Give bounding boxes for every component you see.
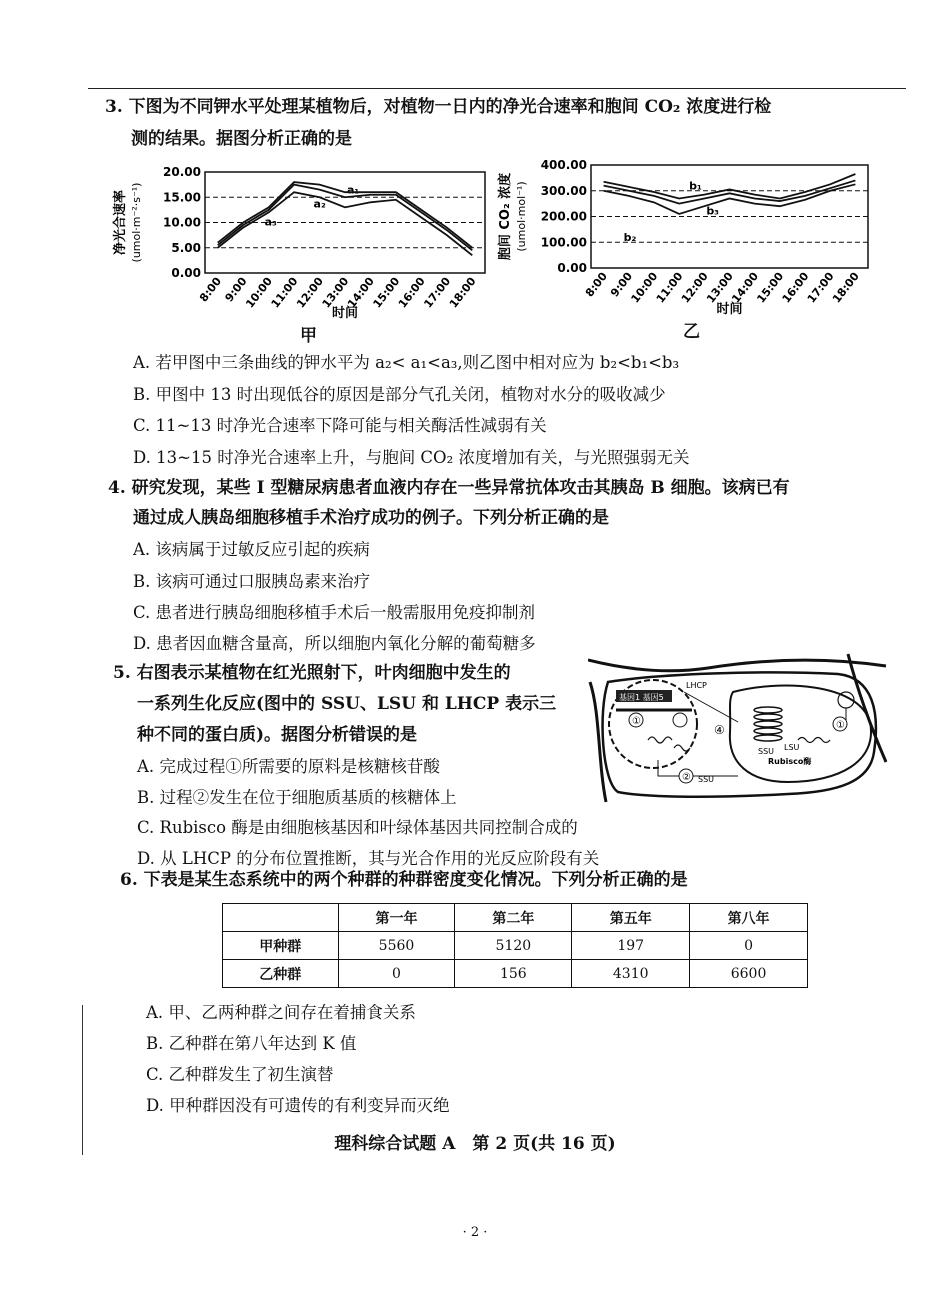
q6-option-d: D. 甲种群因没有可遗传的有利变异而灭绝 [146, 1096, 450, 1115]
q3-option-c: C. 11~13 时净光合速率下降可能与相关酶活性减弱有关 [133, 416, 547, 435]
series-line [218, 182, 473, 248]
y-tick-label: 5.00 [171, 240, 201, 255]
q4-stem-line1: 4. 研究发现，某些 I 型糖尿病患者血液内存在一些异常抗体攻击其胰岛 B 细胞。该病已有 [108, 478, 790, 498]
table-header-row [223, 904, 808, 932]
q6-option-a: A. 甲、乙两种群之间存在着捕食关系 [146, 1003, 416, 1022]
table-cell: 甲种群 [223, 932, 339, 960]
table-cell: 4310 [572, 960, 690, 988]
x-tick-label: 10:00 [628, 269, 661, 306]
x-tick-label: 11:00 [268, 274, 301, 311]
x-axis-label: 时间 [716, 302, 743, 317]
x-tick-label: 8:00 [582, 269, 610, 300]
chart-jia-caption: 甲 [300, 326, 317, 346]
table-row [223, 932, 808, 960]
x-tick-label: 13:00 [319, 274, 352, 311]
x-tick-label: 12:00 [678, 269, 711, 306]
q3-option-a: A. 若甲图中三条曲线的钾水平为 a₂< a₁<a₃,则乙图中相对应为 b₂<b₁<b₃ [133, 353, 680, 372]
x-axis-label: 时间 [331, 306, 359, 321]
q4-option-a: A. 该病属于过敏反应引起的疾病 [133, 540, 370, 559]
x-tick-label: 12:00 [294, 274, 326, 311]
y-tick-label: 15.00 [163, 190, 201, 205]
y-tick-label: 10.00 [163, 215, 201, 230]
table-row [223, 960, 808, 988]
table-cell: 5560 [338, 932, 455, 960]
table-cell: 5120 [455, 932, 572, 960]
series-label: b₁ [689, 179, 702, 193]
rubisco-label: Rubisco酶 [768, 757, 812, 766]
table-cell: 乙种群 [223, 960, 339, 988]
series-label: a₁ [347, 183, 360, 197]
q4-option-b: B. 该病可通过口服胰岛素来治疗 [133, 572, 371, 591]
x-tick-label: 13:00 [704, 269, 736, 306]
x-tick-label: 8:00 [196, 274, 225, 305]
chart-yi [495, 155, 890, 345]
q3-option-b: B. 甲图中 13 时出现低谷的原因是部分气孔关闭，植物对水分的吸收减少 [133, 385, 666, 404]
lsu-label: LSU [784, 743, 800, 752]
table-cell: 156 [455, 960, 572, 988]
q3-stem-line1: 3. 下图为不同钾水平处理某植物后，对植物一日内的净光合速率和胞间 CO₂ 浓度进行检 [105, 97, 772, 117]
series-label: a₃ [264, 215, 277, 229]
table-cell: 0 [338, 960, 455, 988]
x-tick-label: 17:00 [421, 274, 454, 311]
q5-stem-line3: 种不同的蛋白质)。据图分析错误的是 [137, 725, 418, 745]
table-header-cell [223, 904, 339, 932]
circle-2-label: ② [682, 772, 691, 783]
x-tick-label: 18:00 [829, 269, 862, 306]
table-cell: 6600 [690, 960, 808, 988]
circle-1b-label: ① [836, 720, 845, 731]
q4-stem-line2: 通过成人胰岛细胞移植手术治疗成功的例子。下列分析正确的是 [133, 508, 609, 528]
table-header-cell: 第一年 [338, 904, 455, 932]
series-line [218, 192, 473, 255]
series-label: a₂ [313, 197, 326, 211]
q5-option-a: A. 完成过程①所需要的原料是核糖核苷酸 [137, 757, 440, 776]
series-label: b₂ [623, 230, 637, 244]
y-tick-label: 200.00 [540, 209, 587, 224]
ssu-label-cytosol: SSU [698, 775, 715, 784]
top-rule [88, 88, 906, 89]
table-header-cell: 第五年 [572, 904, 690, 932]
population-table [222, 903, 808, 988]
x-tick-label: 18:00 [446, 274, 479, 311]
x-tick-label: 9:00 [222, 274, 250, 305]
y-tick-label: 100.00 [540, 235, 587, 250]
q3-option-d: D. 13~15 时净光合速率上升，与胞间 CO₂ 浓度增加有关，与光照强弱无关 [133, 448, 690, 467]
q5-stem-line1: 5. 右图表示某植物在红光照射下，叶肉细胞中发生的 [113, 663, 511, 683]
table-header-cell: 第二年 [455, 904, 572, 932]
q5-option-d: D. 从 LHCP 的分布位置推断，其与光合作用的光反应阶段有关 [137, 849, 600, 868]
y-tick-label: 300.00 [540, 183, 587, 198]
q4-option-c: C. 患者进行胰岛细胞移植手术后一般需服用免疫抑制剂 [133, 603, 536, 622]
y-tick-label: 400.00 [540, 158, 587, 172]
chart-yi-caption: 乙 [683, 322, 700, 342]
y-axis-unit: (umol·mol⁻¹) [515, 181, 528, 252]
ssu-label-plastid: SSU [758, 747, 775, 756]
y-axis-unit: (umol·m⁻²·s⁻¹) [130, 182, 143, 263]
y-tick-label: 20.00 [163, 165, 201, 179]
q4-option-d: D. 患者因血糖含量高，所以细胞内氧化分解的葡萄糖多 [133, 634, 536, 653]
x-tick-label: 11:00 [653, 269, 686, 306]
x-tick-label: 16:00 [779, 269, 812, 306]
x-tick-label: 16:00 [395, 274, 428, 311]
q5-option-b: B. 过程②发生在位于细胞质基质的核糖体上 [137, 788, 457, 807]
q3-stem-line2: 测的结果。据图分析正确的是 [131, 129, 352, 149]
y-tick-label: 0.00 [171, 266, 201, 280]
y-axis-label: 胞间 CO₂ 浓度 [498, 172, 513, 261]
svg-text:④: ④ [714, 723, 725, 737]
x-tick-label: 15:00 [370, 274, 403, 311]
cell-diagram [588, 652, 888, 804]
x-tick-label: 10:00 [243, 274, 276, 311]
page-footer: 理科综合试题 A 第 2 页(共 16 页) [334, 1134, 616, 1154]
series-line [218, 185, 473, 251]
lhcp-label: LHCP [686, 681, 707, 690]
x-tick-label: 9:00 [608, 269, 636, 300]
table-cell: 197 [572, 932, 690, 960]
chart-jia [110, 155, 495, 345]
gene-label: 基因1 基因5 [619, 693, 664, 702]
page-number: · 2 · [462, 1225, 488, 1240]
y-axis-label: 净光合速率 [113, 189, 128, 256]
series-line [604, 180, 856, 203]
q6-option-b: B. 乙种群在第八年达到 K 值 [146, 1034, 357, 1053]
x-tick-label: 14:00 [345, 274, 377, 311]
x-tick-label: 14:00 [729, 269, 762, 306]
x-tick-label: 17:00 [804, 269, 837, 306]
q5-stem-line2: 一系列生化反应(图中的 SSU、LSU 和 LHCP 表示三 [137, 694, 557, 714]
table-header-cell: 第八年 [690, 904, 808, 932]
y-tick-label: 0.00 [557, 261, 587, 275]
q6-option-c: C. 乙种群发生了初生演替 [146, 1065, 334, 1084]
table-cell: 0 [690, 932, 808, 960]
x-tick-label: 15:00 [754, 269, 787, 306]
circle-1-label: ① [632, 716, 641, 727]
series-label: b₃ [706, 204, 720, 218]
q5-option-c: C. Rubisco 酶是由细胞核基因和叶绿体基因共同控制合成的 [137, 818, 578, 837]
q6-stem-line1: 6. 下表是某生态系统中的两个种群的种群密度变化情况。下列分析正确的是 [120, 870, 688, 890]
